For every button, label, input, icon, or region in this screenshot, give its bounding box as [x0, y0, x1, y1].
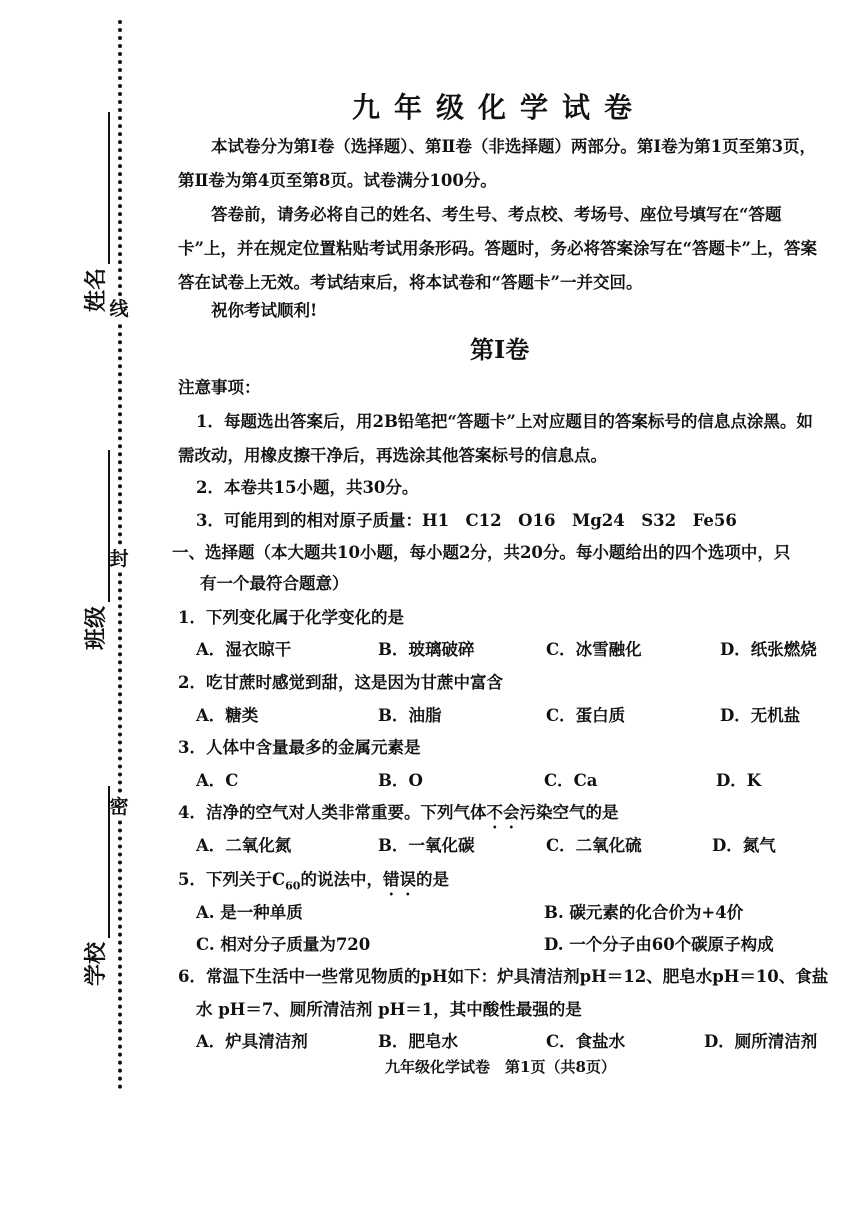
question-2-option-a: A．糖类 [196, 706, 259, 725]
question-3-option-d: D．K [716, 771, 762, 790]
class-label: 班级 [83, 605, 109, 650]
question-2-option-d: D．无机盐 [720, 706, 801, 725]
question-4-stem-emphasis: 不会 [486, 803, 520, 822]
question-4-stem [178, 801, 618, 832]
school-label: 学校 [83, 941, 109, 986]
question-5-stem-pre: 5．下列关于C [178, 870, 286, 889]
question-5-stem-post: 的是 [415, 870, 449, 889]
name-label: 姓名 [83, 267, 109, 312]
question-5-option-d: D. 一个分子由60个碳原子构成 [544, 935, 774, 954]
class-blank[interactable] [80, 450, 110, 602]
question-3-stem: 3．人体中含量最多的金属元素是 [178, 738, 421, 757]
question-5-option-a: A. 是一种单质 [196, 903, 303, 922]
question-1-option-a: A．湿衣晾干 [196, 640, 292, 659]
intro-paragraph-2: 答卷前，请务必将自己的姓名、考生号、考点校、考场号、座位号填写在“答题卡”上，并在规定位置粘贴考试用条形码。答题时，务必将答案涂写在“答题卡”上，答案答在试卷上无效。考试结束后，将本试卷和“答题卡”一并交回。 [178, 205, 817, 292]
school-field[interactable] [40, 786, 120, 986]
seal-char-xian: 线 [109, 298, 129, 320]
question-1-option-c: C．冰雪融化 [546, 640, 642, 659]
question-4-option-c: C．二氧化硫 [546, 836, 642, 855]
name-blank[interactable] [80, 112, 110, 264]
question-6-stem-line-1: 6．常温下生活中一些常见物质的pH如下：炉具清洁剂pH＝12、肥皂水pH＝10、食盐 [178, 967, 829, 986]
question-5-stem-emphasis: 错误 [382, 870, 416, 889]
seal-char-feng: 封 [109, 548, 129, 570]
part-one-title: 第Ⅰ卷 [470, 335, 530, 364]
seal-char-mi: 密 [109, 796, 129, 818]
question-2-option-c: C．蛋白质 [546, 706, 626, 725]
question-5-subscript: 60 [285, 879, 301, 893]
intro-paragraph-1: 本试卷分为第Ⅰ卷（选择题）、第Ⅱ卷（非选择题）两部分。第Ⅰ卷为第1页至第3页，第Ⅱ卷为第4页至第8页。试卷满分100分。 [178, 137, 817, 190]
question-4-option-a: A．二氧化氮 [196, 836, 292, 855]
question-6-option-a: A．炉具清洁剂 [196, 1032, 308, 1051]
question-4-stem-post: 污染空气的是 [519, 803, 619, 822]
question-6-option-b: B．肥皂水 [378, 1032, 458, 1051]
section-one-heading: 一、选择题（本大题共10小题，每小题2分，共20分。每小题给出的四个选项中，只 [172, 543, 791, 562]
question-5-option-b: B. 碳元素的化合价为+4价 [544, 903, 744, 922]
question-4-option-d: D．氮气 [712, 836, 776, 855]
question-4-stem-pre: 4．洁净的空气对人类非常重要。下列气体 [178, 803, 487, 822]
question-5-stem-mid: 的说法中， [300, 870, 383, 889]
note-3: 3．可能用到的相对原子质量：H1 C12 O16 Mg24 S32 Fe56 [196, 511, 737, 530]
school-blank[interactable] [80, 786, 110, 938]
question-3-option-c: C．Ca [544, 771, 598, 790]
section-one-heading-cont: 有一个最符合题意） [200, 574, 349, 593]
notes-heading: 注意事项： [178, 378, 261, 397]
question-2-option-b: B．油脂 [378, 706, 442, 725]
page-footer: 九年级化学试卷 第1页（共8页） [385, 1058, 616, 1076]
question-5-option-c: C. 相对分子质量为720 [196, 935, 371, 954]
question-6-stem-line-2: 水 pH＝7、厕所清洁剂 pH＝1，其中酸性最强的是 [196, 1000, 582, 1019]
question-1-option-d: D．纸张燃烧 [720, 640, 817, 659]
question-5-stem [178, 868, 449, 899]
question-3-option-b: B．O [378, 771, 423, 790]
wish-text: 祝你考试顺利! [211, 301, 318, 320]
question-6-option-d: D．厕所清洁剂 [704, 1032, 818, 1051]
name-field[interactable] [40, 112, 120, 312]
note-1: 1．每题选出答案后，用2B铅笔把“答题卡”上对应题目的答案标号的信息点涂黑。如需改动，用橡皮擦干净后，再选涂其他答案标号的信息点。 [178, 412, 813, 465]
exam-title: 九年级化学试卷 [352, 91, 647, 124]
question-4-option-b: B．一氧化碳 [378, 836, 475, 855]
question-1-option-b: B．玻璃破碎 [378, 640, 475, 659]
question-3-option-a: A．C [196, 771, 239, 790]
question-2-stem: 2．吃甘蔗时感觉到甜，这是因为甘蔗中富含 [178, 673, 503, 692]
question-6-option-c: C．食盐水 [546, 1032, 626, 1051]
note-2: 2．本卷共15小题，共30分。 [196, 478, 419, 497]
question-1-stem: 1．下列变化属于化学变化的是 [178, 608, 404, 627]
class-field[interactable] [40, 450, 120, 650]
